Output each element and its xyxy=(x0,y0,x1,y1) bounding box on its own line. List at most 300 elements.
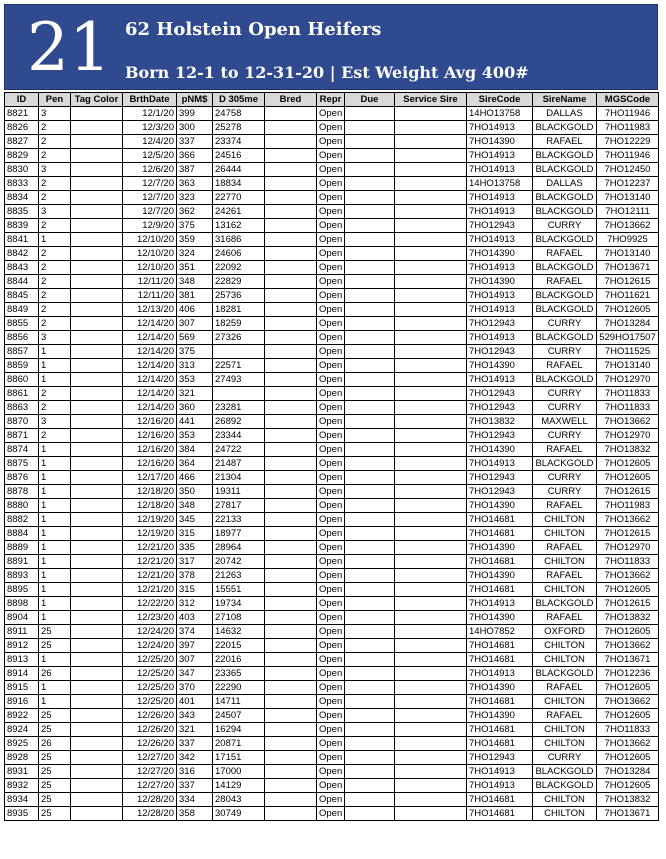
col-header: Service Sire xyxy=(395,93,467,107)
cell-pen: 2 xyxy=(39,149,71,163)
cell-tag-color xyxy=(71,457,123,471)
cell-birth-date: 12/21/20 xyxy=(123,569,177,583)
cell-service-sire xyxy=(395,583,467,597)
cell-tag-color xyxy=(71,233,123,247)
cell-mgs-code: 7HO9925 xyxy=(597,233,659,247)
cell-pen: 3 xyxy=(39,163,71,177)
cell-tag-color xyxy=(71,149,123,163)
cell-bred xyxy=(265,303,317,317)
cell-due xyxy=(345,317,395,331)
table-row xyxy=(5,793,659,807)
cell-sire-name: BLACKGOLD xyxy=(533,597,597,611)
cell-mgs-code: 7HO13284 xyxy=(597,317,659,331)
cell-tag-color xyxy=(71,807,123,821)
cell-d305me: 16294 xyxy=(213,723,265,737)
cell-tag-color xyxy=(71,387,123,401)
cell-mgs-code: 7HO13662 xyxy=(597,695,659,709)
cell-sire-name: CHILTON xyxy=(533,723,597,737)
cell-service-sire xyxy=(395,121,467,135)
cell-due xyxy=(345,779,395,793)
cell-pnm: 353 xyxy=(177,429,213,443)
cell-sire-code: 7HO14913 xyxy=(467,163,533,177)
cell-sire-code: 7HO14390 xyxy=(467,611,533,625)
cell-pen: 2 xyxy=(39,121,71,135)
cell-repr: Open xyxy=(317,247,345,261)
cell-tag-color xyxy=(71,653,123,667)
table-row xyxy=(5,485,659,499)
cell-pnm: 374 xyxy=(177,625,213,639)
cell-mgs-code: 7HO11833 xyxy=(597,401,659,415)
cell-due xyxy=(345,723,395,737)
cell-repr: Open xyxy=(317,149,345,163)
table-row xyxy=(5,499,659,513)
cell-sire-name: BLACKGOLD xyxy=(533,779,597,793)
cell-birth-date: 12/19/20 xyxy=(123,513,177,527)
cell-d305me: 23281 xyxy=(213,401,265,415)
cell-tag-color xyxy=(71,205,123,219)
table-row xyxy=(5,191,659,205)
cell-repr: Open xyxy=(317,737,345,751)
cell-repr: Open xyxy=(317,765,345,779)
cell-service-sire xyxy=(395,793,467,807)
cell-pnm: 370 xyxy=(177,681,213,695)
cell-bred xyxy=(265,625,317,639)
cell-pnm: 317 xyxy=(177,555,213,569)
lot-subtitle: Born 12-1 to 12-31-20 | Est Weight Avg 400# xyxy=(125,63,529,82)
cell-pen: 2 xyxy=(39,135,71,149)
cell-sire-code: 7HO14681 xyxy=(467,793,533,807)
table-row xyxy=(5,443,659,457)
cell-bred xyxy=(265,149,317,163)
cell-d305me: 31686 xyxy=(213,233,265,247)
cell-repr: Open xyxy=(317,779,345,793)
cell-repr: Open xyxy=(317,331,345,345)
cell-sire-code: 7HO14681 xyxy=(467,583,533,597)
cell-sire-code: 7HO14390 xyxy=(467,499,533,513)
cell-d305me: 14711 xyxy=(213,695,265,709)
cell-sire-code: 7HO14913 xyxy=(467,765,533,779)
cell-service-sire xyxy=(395,177,467,191)
cell-birth-date: 12/16/20 xyxy=(123,429,177,443)
cell-pen: 25 xyxy=(39,625,71,639)
cell-d305me: 17151 xyxy=(213,751,265,765)
cell-bred xyxy=(265,177,317,191)
cell-tag-color xyxy=(71,289,123,303)
cell-id: 8842 xyxy=(5,247,39,261)
cell-pen: 2 xyxy=(39,247,71,261)
cell-due xyxy=(345,597,395,611)
table-row xyxy=(5,219,659,233)
cell-pen: 1 xyxy=(39,345,71,359)
cell-due xyxy=(345,107,395,121)
cell-repr: Open xyxy=(317,289,345,303)
cell-d305me xyxy=(213,387,265,401)
cell-id: 8871 xyxy=(5,429,39,443)
cell-bred xyxy=(265,807,317,821)
cell-bred xyxy=(265,779,317,793)
cell-tag-color xyxy=(71,191,123,205)
cell-tag-color xyxy=(71,331,123,345)
cell-tag-color xyxy=(71,555,123,569)
cell-mgs-code: 7HO12605 xyxy=(597,751,659,765)
cell-repr: Open xyxy=(317,415,345,429)
cell-sire-code: 7HO14913 xyxy=(467,149,533,163)
table-row xyxy=(5,541,659,555)
table-row xyxy=(5,261,659,275)
cell-pen: 1 xyxy=(39,443,71,457)
cell-mgs-code: 7HO13662 xyxy=(597,737,659,751)
cell-pen: 1 xyxy=(39,513,71,527)
cell-due xyxy=(345,135,395,149)
cell-mgs-code: 7HO12605 xyxy=(597,681,659,695)
cell-birth-date: 12/27/20 xyxy=(123,779,177,793)
cell-sire-code: 7HO14913 xyxy=(467,331,533,345)
cell-tag-color xyxy=(71,443,123,457)
cell-sire-code: 7HO14681 xyxy=(467,695,533,709)
cell-service-sire xyxy=(395,163,467,177)
cell-birth-date: 12/21/20 xyxy=(123,583,177,597)
cell-sire-code: 7HO12943 xyxy=(467,751,533,765)
cell-pen: 2 xyxy=(39,191,71,205)
table-row xyxy=(5,695,659,709)
cell-sire-code: 7HO12943 xyxy=(467,471,533,485)
cell-d305me: 21304 xyxy=(213,471,265,485)
cell-sire-code: 7HO12943 xyxy=(467,401,533,415)
cell-tag-color xyxy=(71,793,123,807)
cell-sire-name: BLACKGOLD xyxy=(533,457,597,471)
cell-pen: 3 xyxy=(39,331,71,345)
cell-service-sire xyxy=(395,219,467,233)
cell-tag-color xyxy=(71,303,123,317)
cell-pnm: 312 xyxy=(177,597,213,611)
cell-sire-name: RAFAEL xyxy=(533,681,597,695)
cell-sire-code: 7HO14390 xyxy=(467,569,533,583)
cell-mgs-code: 7HO11621 xyxy=(597,289,659,303)
cell-d305me: 17000 xyxy=(213,765,265,779)
col-header: pNM$ xyxy=(177,93,213,107)
cell-sire-name: BLACKGOLD xyxy=(533,233,597,247)
col-header: D 305me xyxy=(213,93,265,107)
cell-repr: Open xyxy=(317,611,345,625)
cell-d305me: 22016 xyxy=(213,653,265,667)
cell-pen: 1 xyxy=(39,695,71,709)
cell-d305me: 22290 xyxy=(213,681,265,695)
cell-birth-date: 12/5/20 xyxy=(123,149,177,163)
cell-mgs-code: 7HO11983 xyxy=(597,499,659,513)
cell-pen: 1 xyxy=(39,471,71,485)
cell-sire-code: 7HO14913 xyxy=(467,373,533,387)
cell-id: 8914 xyxy=(5,667,39,681)
cell-sire-name: BLACKGOLD xyxy=(533,261,597,275)
cell-bred xyxy=(265,569,317,583)
cell-tag-color xyxy=(71,359,123,373)
cell-birth-date: 12/25/20 xyxy=(123,681,177,695)
cell-sire-code: 7HO14390 xyxy=(467,247,533,261)
cell-mgs-code: 7HO13662 xyxy=(597,569,659,583)
cell-sire-name: CHILTON xyxy=(533,807,597,821)
cell-mgs-code: 7HO13832 xyxy=(597,793,659,807)
cell-due xyxy=(345,611,395,625)
cell-service-sire xyxy=(395,303,467,317)
cell-tag-color xyxy=(71,569,123,583)
cell-birth-date: 12/7/20 xyxy=(123,191,177,205)
cell-sire-code: 7HO12943 xyxy=(467,219,533,233)
cell-pen: 25 xyxy=(39,723,71,737)
cell-repr: Open xyxy=(317,373,345,387)
cell-sire-code: 7HO12943 xyxy=(467,485,533,499)
cell-tag-color xyxy=(71,597,123,611)
cell-d305me: 25736 xyxy=(213,289,265,303)
cell-id: 8904 xyxy=(5,611,39,625)
cell-sire-code: 7HO14913 xyxy=(467,667,533,681)
table-row xyxy=(5,639,659,653)
cell-sire-code: 7HO14913 xyxy=(467,233,533,247)
table-row xyxy=(5,373,659,387)
cell-pen: 25 xyxy=(39,709,71,723)
cell-service-sire xyxy=(395,653,467,667)
cell-mgs-code: 7HO12605 xyxy=(597,457,659,471)
cell-id: 8893 xyxy=(5,569,39,583)
cell-bred xyxy=(265,471,317,485)
cell-tag-color xyxy=(71,219,123,233)
cell-sire-name: CHILTON xyxy=(533,653,597,667)
cell-sire-code: 14HO7852 xyxy=(467,625,533,639)
cell-sire-name: CURRY xyxy=(533,401,597,415)
cell-pnm: 359 xyxy=(177,233,213,247)
cell-pen: 1 xyxy=(39,373,71,387)
table-row xyxy=(5,233,659,247)
cell-tag-color xyxy=(71,107,123,121)
cell-sire-code: 7HO12943 xyxy=(467,345,533,359)
cell-service-sire xyxy=(395,415,467,429)
cell-birth-date: 12/3/20 xyxy=(123,121,177,135)
cell-bred xyxy=(265,261,317,275)
cell-pen: 3 xyxy=(39,415,71,429)
cell-sire-name: CHILTON xyxy=(533,513,597,527)
cell-service-sire xyxy=(395,723,467,737)
cell-pen: 1 xyxy=(39,527,71,541)
cell-mgs-code: 7HO12236 xyxy=(597,667,659,681)
cell-pen: 26 xyxy=(39,737,71,751)
cell-sire-name: CHILTON xyxy=(533,793,597,807)
cell-pnm: 378 xyxy=(177,569,213,583)
cell-d305me: 18281 xyxy=(213,303,265,317)
cell-service-sire xyxy=(395,709,467,723)
cell-id: 8882 xyxy=(5,513,39,527)
cell-due xyxy=(345,373,395,387)
cell-pnm: 335 xyxy=(177,541,213,555)
cell-repr: Open xyxy=(317,205,345,219)
cell-sire-name: BLACKGOLD xyxy=(533,667,597,681)
cell-due xyxy=(345,331,395,345)
cell-mgs-code: 7HO11833 xyxy=(597,387,659,401)
cell-mgs-code: 7HO11833 xyxy=(597,723,659,737)
cell-id: 8861 xyxy=(5,387,39,401)
cell-birth-date: 12/7/20 xyxy=(123,205,177,219)
cell-birth-date: 12/27/20 xyxy=(123,751,177,765)
table-row xyxy=(5,555,659,569)
col-header: Bred xyxy=(265,93,317,107)
cell-bred xyxy=(265,723,317,737)
cell-d305me: 22133 xyxy=(213,513,265,527)
cell-id: 8878 xyxy=(5,485,39,499)
cell-bred xyxy=(265,233,317,247)
cell-due xyxy=(345,457,395,471)
cell-d305me: 23344 xyxy=(213,429,265,443)
cell-d305me: 27817 xyxy=(213,499,265,513)
cell-mgs-code: 7HO12615 xyxy=(597,597,659,611)
cell-service-sire xyxy=(395,471,467,485)
cell-sire-name: BLACKGOLD xyxy=(533,163,597,177)
table-row xyxy=(5,611,659,625)
cell-id: 8891 xyxy=(5,555,39,569)
cell-id: 8889 xyxy=(5,541,39,555)
cell-id: 8913 xyxy=(5,653,39,667)
cell-bred xyxy=(265,247,317,261)
cell-service-sire xyxy=(395,681,467,695)
cell-bred xyxy=(265,541,317,555)
cell-id: 8849 xyxy=(5,303,39,317)
cell-birth-date: 12/26/20 xyxy=(123,709,177,723)
cell-bred xyxy=(265,415,317,429)
cell-sire-code: 7HO14913 xyxy=(467,779,533,793)
cell-sire-name: RAFAEL xyxy=(533,499,597,513)
cell-service-sire xyxy=(395,485,467,499)
cell-mgs-code: 7HO12615 xyxy=(597,275,659,289)
cell-service-sire xyxy=(395,135,467,149)
cell-id: 8925 xyxy=(5,737,39,751)
cell-pnm: 313 xyxy=(177,359,213,373)
lot-number: 21 xyxy=(27,9,111,86)
cell-bred xyxy=(265,387,317,401)
cell-bred xyxy=(265,751,317,765)
cell-tag-color xyxy=(71,695,123,709)
cell-pnm: 321 xyxy=(177,723,213,737)
cell-bred xyxy=(265,107,317,121)
cell-birth-date: 12/28/20 xyxy=(123,807,177,821)
cell-due xyxy=(345,415,395,429)
cell-due xyxy=(345,429,395,443)
cell-pen: 25 xyxy=(39,765,71,779)
cell-sire-code: 14HO13758 xyxy=(467,107,533,121)
cell-sire-name: DALLAS xyxy=(533,177,597,191)
cell-bred xyxy=(265,681,317,695)
cell-tag-color xyxy=(71,779,123,793)
cell-repr: Open xyxy=(317,303,345,317)
cell-sire-name: CHILTON xyxy=(533,583,597,597)
table-row xyxy=(5,415,659,429)
cell-repr: Open xyxy=(317,219,345,233)
cell-due xyxy=(345,275,395,289)
cell-sire-code: 7HO14390 xyxy=(467,709,533,723)
cell-tag-color xyxy=(71,667,123,681)
cell-mgs-code: 7HO12615 xyxy=(597,527,659,541)
cell-mgs-code: 7HO13140 xyxy=(597,359,659,373)
cell-birth-date: 12/7/20 xyxy=(123,177,177,191)
cell-repr: Open xyxy=(317,695,345,709)
cell-birth-date: 12/14/20 xyxy=(123,401,177,415)
cell-mgs-code: 7HO12605 xyxy=(597,779,659,793)
cell-due xyxy=(345,261,395,275)
cell-birth-date: 12/18/20 xyxy=(123,485,177,499)
cell-sire-code: 7HO14681 xyxy=(467,513,533,527)
cell-sire-code: 7HO14390 xyxy=(467,681,533,695)
cell-pen: 1 xyxy=(39,611,71,625)
table-row xyxy=(5,289,659,303)
cell-repr: Open xyxy=(317,177,345,191)
cell-id: 8932 xyxy=(5,779,39,793)
cell-repr: Open xyxy=(317,471,345,485)
cell-due xyxy=(345,625,395,639)
cell-mgs-code: 7HO13671 xyxy=(597,653,659,667)
cell-d305me: 19734 xyxy=(213,597,265,611)
table-row xyxy=(5,457,659,471)
cell-tag-color xyxy=(71,135,123,149)
cell-tag-color xyxy=(71,527,123,541)
cell-due xyxy=(345,443,395,457)
cell-service-sire xyxy=(395,639,467,653)
cell-sire-code: 7HO14390 xyxy=(467,541,533,555)
cell-sire-name: BLACKGOLD xyxy=(533,149,597,163)
lot-header-banner xyxy=(4,4,658,90)
cell-sire-name: RAFAEL xyxy=(533,709,597,723)
cell-tag-color xyxy=(71,723,123,737)
cell-sire-name: CURRY xyxy=(533,485,597,499)
cell-sire-code: 7HO14681 xyxy=(467,737,533,751)
cell-sire-name: CURRY xyxy=(533,471,597,485)
cell-service-sire xyxy=(395,695,467,709)
cell-birth-date: 12/14/20 xyxy=(123,387,177,401)
cell-pnm: 345 xyxy=(177,513,213,527)
cell-birth-date: 12/16/20 xyxy=(123,457,177,471)
cell-sire-name: CHILTON xyxy=(533,737,597,751)
cell-tag-color xyxy=(71,639,123,653)
cell-due xyxy=(345,709,395,723)
cell-mgs-code: 7HO13140 xyxy=(597,191,659,205)
cell-mgs-code: 7HO13662 xyxy=(597,513,659,527)
cell-pnm: 397 xyxy=(177,639,213,653)
cell-sire-name: RAFAEL xyxy=(533,247,597,261)
cell-pnm: 337 xyxy=(177,737,213,751)
cell-service-sire xyxy=(395,513,467,527)
cell-tag-color xyxy=(71,345,123,359)
cell-pen: 1 xyxy=(39,681,71,695)
cell-tag-color xyxy=(71,499,123,513)
cell-repr: Open xyxy=(317,751,345,765)
heifer-table xyxy=(4,92,659,821)
cell-d305me: 23374 xyxy=(213,135,265,149)
cell-id: 8870 xyxy=(5,415,39,429)
table-row xyxy=(5,107,659,121)
cell-due xyxy=(345,471,395,485)
cell-tag-color xyxy=(71,275,123,289)
cell-pnm: 363 xyxy=(177,177,213,191)
cell-tag-color xyxy=(71,541,123,555)
cell-id: 8833 xyxy=(5,177,39,191)
cell-repr: Open xyxy=(317,107,345,121)
cell-sire-name: CHILTON xyxy=(533,555,597,569)
cell-birth-date: 12/14/20 xyxy=(123,331,177,345)
cell-pnm: 441 xyxy=(177,415,213,429)
cell-bred xyxy=(265,289,317,303)
cell-service-sire xyxy=(395,625,467,639)
cell-birth-date: 12/14/20 xyxy=(123,317,177,331)
cell-bred xyxy=(265,373,317,387)
cell-mgs-code: 7HO12605 xyxy=(597,583,659,597)
cell-bred xyxy=(265,135,317,149)
cell-due xyxy=(345,303,395,317)
cell-sire-name: OXFORD xyxy=(533,625,597,639)
